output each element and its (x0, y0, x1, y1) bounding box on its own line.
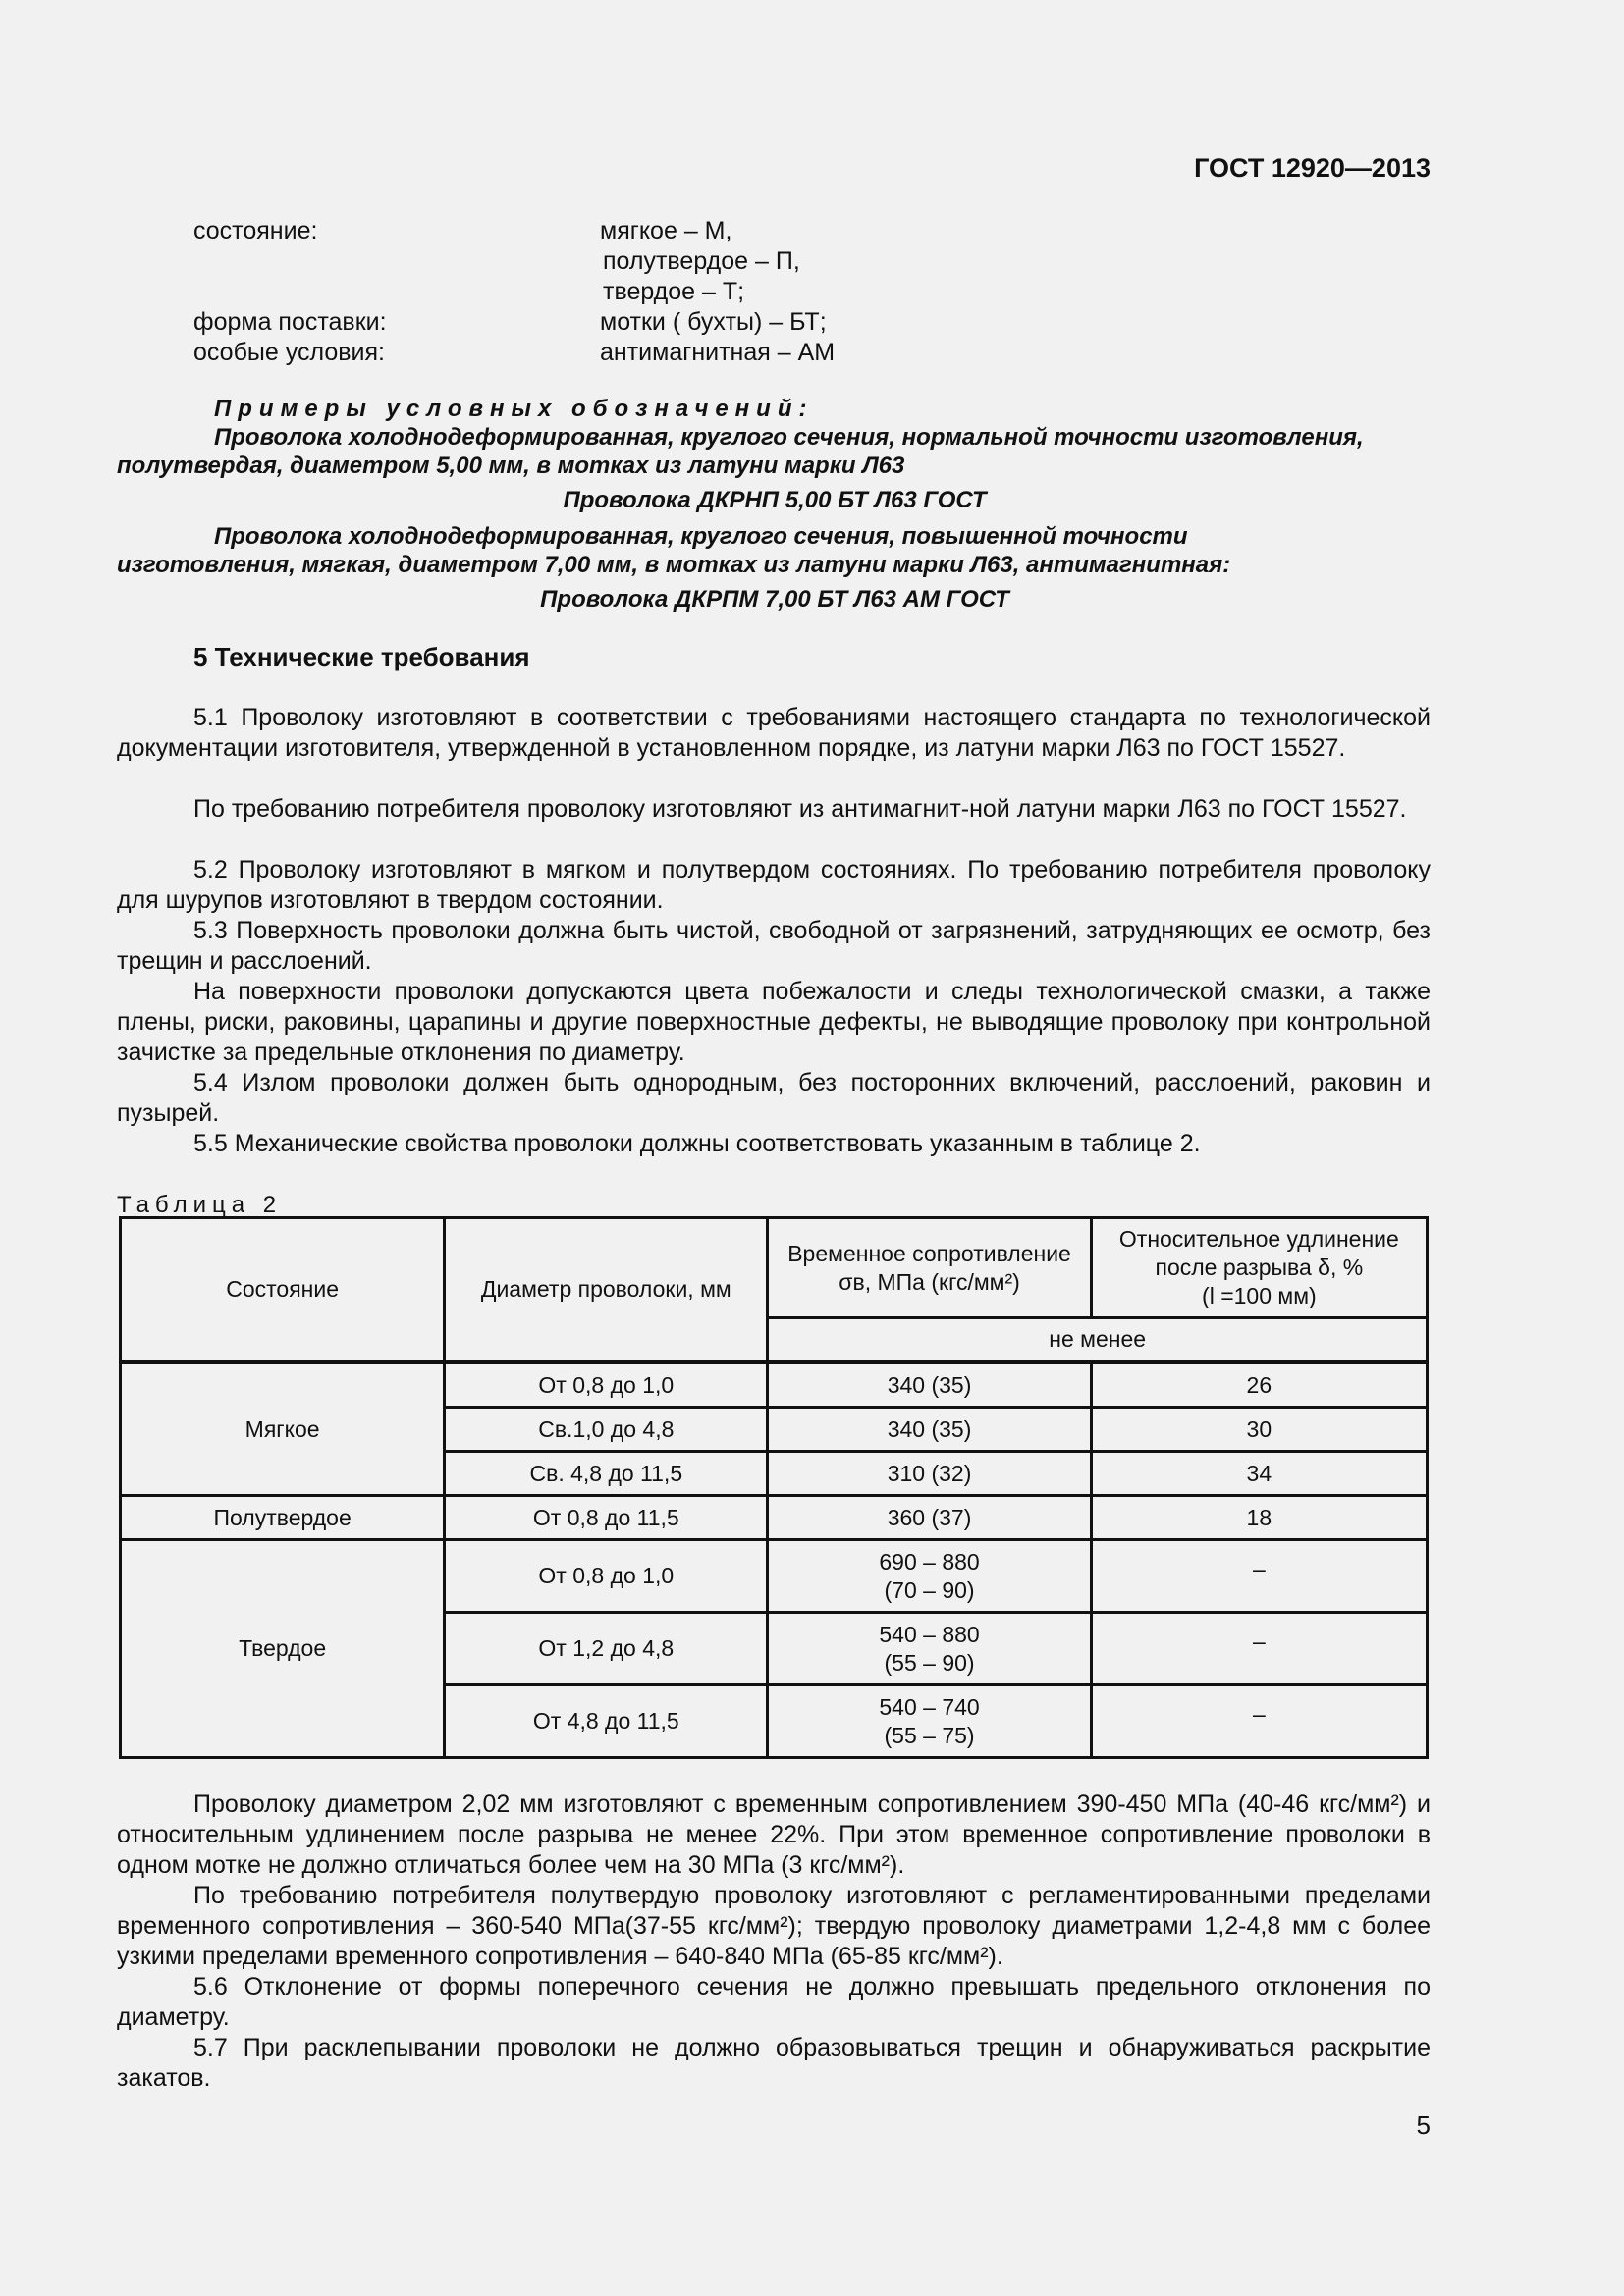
header-diameter: Диаметр проволоки, мм (445, 1218, 768, 1362)
example-designation: Проволока ДКРПМ 7,00 БТ Л63 АМ ГОСТ (540, 586, 1009, 613)
tensile-cell: 340 (35) (768, 1362, 1091, 1408)
examples-heading: Примеры условных обозначений: (214, 396, 814, 422)
example-text: полутвердая, диаметром 5,00 мм, в мотках из латуни марки Л63 (117, 453, 905, 479)
paragraph: 5.4 Излом проволоки должен быть однородным, без посторонних включений, расслоений, раковин и пузырей. (117, 1069, 1431, 1127)
diameter-cell: От 1,2 до 4,8 (445, 1613, 768, 1685)
tensile-cell: 540 – 740 (55 – 75) (768, 1685, 1091, 1758)
elongation-cell: 18 (1091, 1496, 1427, 1540)
elongation-cell: – (1091, 1540, 1427, 1613)
example-designation: Проволока ДКРНП 5,00 БТ Л63 ГОСТ (563, 487, 987, 513)
state-cell: Мягкое (121, 1362, 445, 1496)
designation-value: твердое – Т; (603, 278, 745, 305)
diameter-cell: От 0,8 до 11,5 (445, 1496, 768, 1540)
paragraph: 5.1 Проволоку изготовляют в соответствии с требованиями настоящего стандарта по технологической документации изготовителя, утвержденной в установленном порядке, из латуни марки Л63 по ГОСТ 15527. (117, 704, 1431, 762)
designation-value: антимагнитная – АМ (600, 339, 836, 366)
example-text: изготовления, мягкая, диаметром 7,00 мм, в мотках из латуни марки Л63, антимагнитная: (117, 552, 1231, 578)
section-title: 5 Технические требования (193, 642, 530, 671)
header-state: Состояние (121, 1218, 445, 1362)
tensile-cell: 310 (32) (768, 1452, 1091, 1496)
designation-label: особые условия: (193, 339, 385, 366)
example-text: Проволока холоднодеформированная, круглого сечения, нормальной точности изготовления, (214, 424, 1364, 451)
elongation-cell: – (1091, 1613, 1427, 1685)
elongation-cell: 26 (1091, 1362, 1427, 1408)
elongation-cell: 30 (1091, 1408, 1427, 1452)
properties-table (119, 1216, 1429, 1759)
diameter-cell: От 0,8 до 1,0 (445, 1362, 768, 1408)
header-tensile: Временное сопротивление σв, МПа (кгс/мм²) (768, 1218, 1091, 1318)
state-cell: Твердое (121, 1540, 445, 1758)
header-min: не менее (768, 1318, 1428, 1362)
diameter-cell: От 4,8 до 11,5 (445, 1685, 768, 1758)
paragraph: 5.3 Поверхность проволоки должна быть чистой, свободной от загрязнений, затрудняющих ее осмотр, без трещин и расслоений. (117, 917, 1431, 975)
header-elongation: Относительное удлинение после разрыва δ, % (l =100 мм) (1091, 1218, 1427, 1318)
designation-label: состояние: (193, 217, 318, 244)
paragraph: 5.2 Проволоку изготовляют в мягком и полутвердом состояниях. По требованию потребителя проволоку для шурупов изготовляют в твердом состоянии. (117, 856, 1431, 914)
document-header: ГОСТ 12920—2013 (1194, 153, 1431, 183)
tensile-cell: 360 (37) (768, 1496, 1091, 1540)
diameter-cell: От 0,8 до 1,0 (445, 1540, 768, 1613)
designation-label: форма поставки: (193, 308, 387, 336)
paragraph: По требованию потребителя полутвердую проволоку изготовляют с регламентированными пределами временного сопротивления – 360-540 МПа(37-55 кгс/мм²); твердую проволоку диаметрами 1,2-4,8 мм с более узкими пределами временного сопротивления – 640-840 МПа (65-85 кгс/мм²). (117, 1882, 1431, 1970)
designation-value: мотки ( бухты) – БТ; (600, 308, 827, 336)
paragraph: 5.6 Отклонение от формы поперечного сечения не должно превышать предельного отклонения по диаметру. (117, 1973, 1431, 2031)
state-cell: Полутвердое (121, 1496, 445, 1540)
elongation-cell: – (1091, 1685, 1427, 1758)
page-number: 5 (1416, 2110, 1431, 2140)
tensile-cell: 540 – 880 (55 – 90) (768, 1613, 1091, 1685)
paragraph: Проволоку диаметром 2,02 мм изготовляют с временным сопротивлением 390-450 МПа (40-46 кгс/мм²) и относительным удлинением после разрыва не менее 22%. При этом временное сопротивление проволоки в одном мотке не должно отличаться более чем на 30 МПа (3 кгс/мм²). (117, 1790, 1431, 1879)
tensile-cell: 340 (35) (768, 1408, 1091, 1452)
table-caption: Таблица 2 (117, 1192, 283, 1218)
diameter-cell: Св. 4,8 до 11,5 (445, 1452, 768, 1496)
designation-value: полутвердое – П, (603, 247, 800, 275)
diameter-cell: Св.1,0 до 4,8 (445, 1408, 768, 1452)
elongation-cell: 34 (1091, 1452, 1427, 1496)
paragraph: 5.5 Механические свойства проволоки должны соответствовать указанным в таблице 2. (193, 1130, 1201, 1157)
example-text: Проволока холоднодеформированная, круглого сечения, повышенной точности (214, 523, 1188, 550)
paragraph: По требованию потребителя проволоку изготовляют из антимагнит-ной латуни марки Л63 по ГОСТ 15527. (193, 795, 1407, 823)
paragraph: 5.7 При расклепывании проволоки не должно образовываться трещин и обнаруживаться раскрытие закатов. (117, 2034, 1431, 2092)
designation-value: мягкое – М, (600, 217, 732, 244)
paragraph: На поверхности проволоки допускаются цвета побежалости и следы технологической смазки, а также плены, риски, раковины, царапины и другие поверхностные дефекты, не выводящие проволоку при контрольной зачистке за предельные отклонения по диаметру. (117, 978, 1431, 1066)
tensile-cell: 690 – 880 (70 – 90) (768, 1540, 1091, 1613)
